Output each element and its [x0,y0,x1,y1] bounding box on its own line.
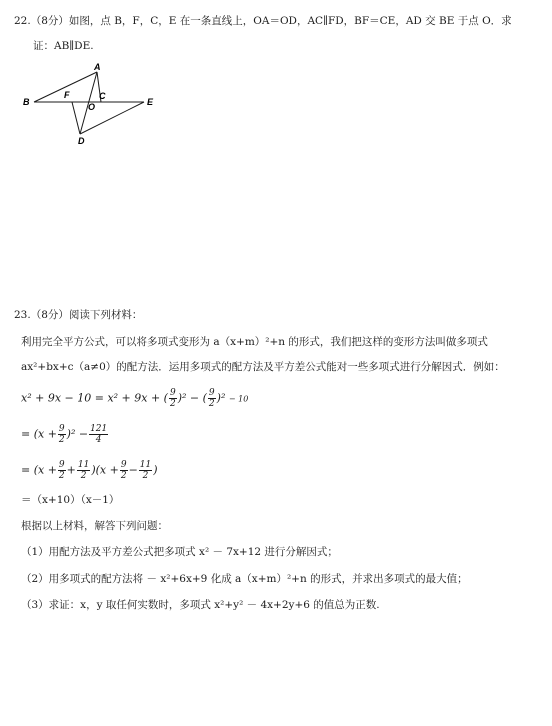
example-line2 [21,424,109,445]
frac-9-2-d: $\frac{9}{2}$ [58,460,65,481]
q23-prompt: 根据以上材料，解答下列问题： [21,520,168,532]
ex3-d: − [128,463,138,477]
label-O: O [88,102,96,112]
label-F: F [64,90,70,100]
frac-11-2-b: $\frac{11}{2}$ [139,460,152,481]
q23-part2: （2）用多项式的配方法将 － x²+6x+9 化成 a（x+m）²+n 的形式，并求出多项式的最大值； [21,573,468,585]
ex3-e: ) [153,463,158,477]
example-line1 [21,388,248,409]
label-D: D [78,136,85,146]
ex2-mid: )² − [66,427,89,441]
frac-9-2-e: $\frac{9}{2}$ [120,460,127,481]
example-line4: ＝（x+10）（x－1） [21,494,120,506]
ex1-tail: − 10 [228,394,249,404]
ex3-a: = (x + [21,463,57,477]
ex1-end: )² [216,391,226,405]
q23-part1: （1）用配方法及平方差公式把多项式 x² － 7x+12 进行分解因式； [21,546,338,558]
label-A: A [94,62,101,72]
q23-header: 23.（8分）阅读下列材料： [14,309,143,321]
frac-9-2-b: $\frac{9}{2}$ [208,388,215,409]
example-line3 [21,460,158,481]
label-B: B [23,97,30,107]
q23-intro1: 利用完全平方公式，可以将多项式变形为 a（x+m）²+n 的形式，我们把这样的变形方法叫做多项式 [21,336,488,348]
ex1-left: x² + 9x − 10 = x² + 9x + ( [21,391,168,405]
label-E: E [147,97,154,107]
ex3-c: )(x + [91,463,119,477]
q22-line1: 22.（8分）如图，点 B，F，C，E 在一条直线上，OA＝OD，AC∥FD，BF＝CE，AD 交 BE 于点 O．求 [14,15,512,27]
geometry-figure [20,62,160,147]
frac-9-2-c: $\frac{9}{2}$ [58,424,65,445]
q23-intro2: ax²+bx+c（a≠0）的配方法．运用多项式的配方法及平方差公式能对一些多项式进行分解因式．例如： [21,361,505,373]
label-C: C [99,91,106,101]
ex1-mid: )² − ( [177,391,207,405]
frac-9-2-a: $\frac{9}{2}$ [169,388,176,409]
q22-line2: 证：AB∥DE. [33,40,94,52]
frac-11-2-a: $\frac{11}{2}$ [77,460,90,481]
frac-121-4: $\frac{121}{4}$ [90,424,108,445]
q23-part3: （3）求证：x，y 取任何实数时，多项式 x²+y² － 4x+2y+6 的值总为正数. [21,599,380,611]
ex2-left: = (x + [21,427,57,441]
ex3-b: + [66,463,76,477]
